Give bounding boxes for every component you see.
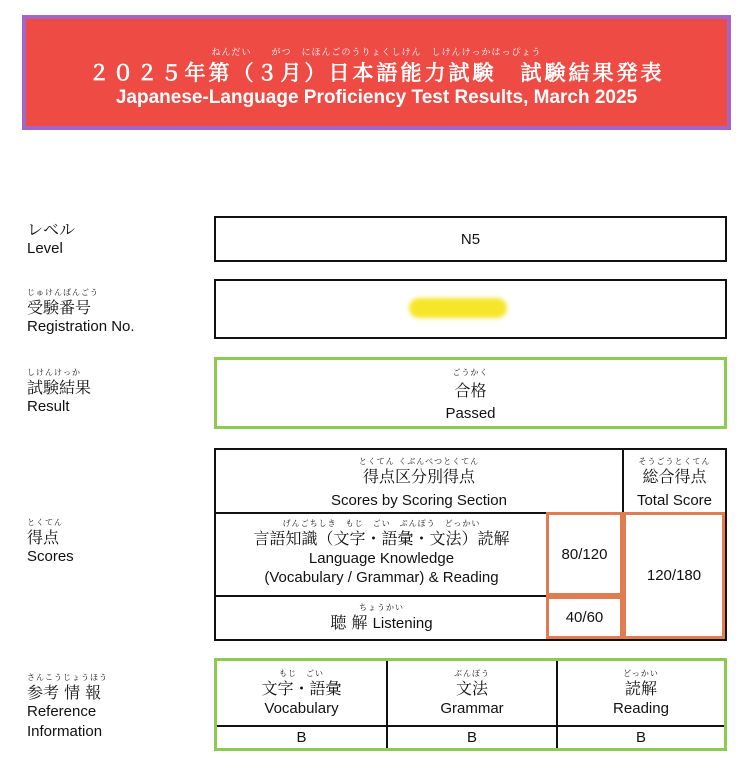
registration-label (27, 287, 135, 337)
scores-label-jp: 得点 (27, 528, 60, 547)
reference-grammar-grade: B (466, 729, 477, 746)
reference-label-en-2: Information (27, 723, 103, 740)
reference-label (27, 672, 108, 742)
redacted-highlight (409, 298, 507, 318)
reference-grammar-jp: 文法 (455, 679, 488, 698)
result-value-box (214, 357, 727, 429)
listening-score-value: 40/60 (565, 609, 604, 626)
total-header-en: Total Score (636, 492, 713, 509)
registration-label-en: Registration No. (27, 318, 135, 335)
scores-label-ruby: とくてん (27, 518, 63, 527)
section-header-en: Scores by Scoring Section (331, 492, 507, 509)
reference-vocabulary-en: Vocabulary (264, 700, 339, 717)
reference-grammar-ruby: ぶんぽう (454, 669, 490, 678)
level-label (27, 220, 75, 259)
total-header (624, 456, 725, 510)
listening-ruby: ちょうかい (359, 603, 404, 612)
result-label-en: Result (27, 398, 70, 415)
listening-jp: 聴 解 (330, 613, 368, 632)
language-knowledge-ruby: げんごちしき もじ ごい ぶんぽう どっかい (282, 519, 481, 528)
level-label-en: Level (27, 240, 63, 257)
listening-en: Listening (372, 615, 433, 632)
level-value: N5 (460, 230, 481, 248)
scores-label-en: Scores (27, 548, 74, 565)
reference-vocabulary-ruby: もじ ごい (279, 669, 324, 678)
section-header-jp: 得点区分別得点 (362, 467, 475, 486)
result-label (27, 367, 91, 417)
reference-item-vocabulary (217, 661, 386, 748)
reference-item-grammar (388, 661, 556, 748)
reference-vocabulary-jp: 文字・語彙 (261, 679, 342, 698)
reference-reading-ruby: どっかい (623, 669, 659, 678)
registration-label-jp: 受験番号 (27, 298, 92, 317)
total-header-jp: 総合得点 (642, 467, 707, 486)
result-value-en: Passed (445, 405, 496, 422)
scores-label (27, 517, 74, 567)
header-ruby: ねんだい がつ にほんごのうりょくしけん しけんけっかはっぴょう (211, 48, 542, 58)
reference-label-jp: 参考 情 報 (27, 683, 102, 702)
section-header (216, 456, 622, 510)
listening-score (546, 596, 623, 639)
section-header-ruby: とくてん くぶんべつとくてん (358, 457, 480, 466)
reference-label-en-1: Reference (27, 703, 97, 720)
result-label-ruby: しけんけっか (27, 368, 81, 377)
language-knowledge-jp: 言語知識（文字・語彙・文法）読解 (253, 529, 510, 548)
registration-value-box (214, 279, 727, 339)
reference-reading-jp: 読解 (624, 679, 657, 698)
header-banner (22, 15, 731, 130)
total-score (623, 512, 725, 639)
language-knowledge-score (546, 512, 623, 596)
language-knowledge-en-1: Language Knowledge (308, 550, 455, 567)
result-label-jp: 試験結果 (27, 378, 92, 397)
reference-grammar-en: Grammar (440, 700, 504, 717)
level-label-jp: レベル (27, 220, 76, 239)
listening-label (216, 613, 547, 633)
reference-item-reading (558, 661, 724, 748)
reference-table (214, 658, 727, 751)
reference-reading-grade: B (635, 729, 646, 746)
total-header-ruby: そうごうとくてん (638, 457, 711, 466)
result-value-jp: 合格 (454, 381, 487, 400)
level-value-box (214, 216, 727, 262)
registration-label-ruby: じゅけんばんごう (27, 288, 99, 297)
header-title-en: Japanese-Language Proficiency Test Results, March 2025 (115, 87, 638, 108)
total-score-value: 120/180 (646, 567, 702, 584)
reference-label-ruby: さんこうじょうほう (27, 673, 108, 682)
header-title-jp: ２０２５年第（３月）日本語能力試験 試験結果発表 (88, 61, 665, 85)
listening-cell (216, 602, 547, 633)
reference-vocabulary-grade: B (296, 729, 307, 746)
language-knowledge-en-2: (Vocabulary / Grammar) & Reading (264, 569, 499, 586)
result-value-ruby: ごうかく (452, 368, 489, 377)
language-knowledge-score-value: 80/120 (561, 545, 608, 563)
reference-reading-en: Reading (613, 700, 669, 717)
language-knowledge-cell (216, 518, 547, 587)
